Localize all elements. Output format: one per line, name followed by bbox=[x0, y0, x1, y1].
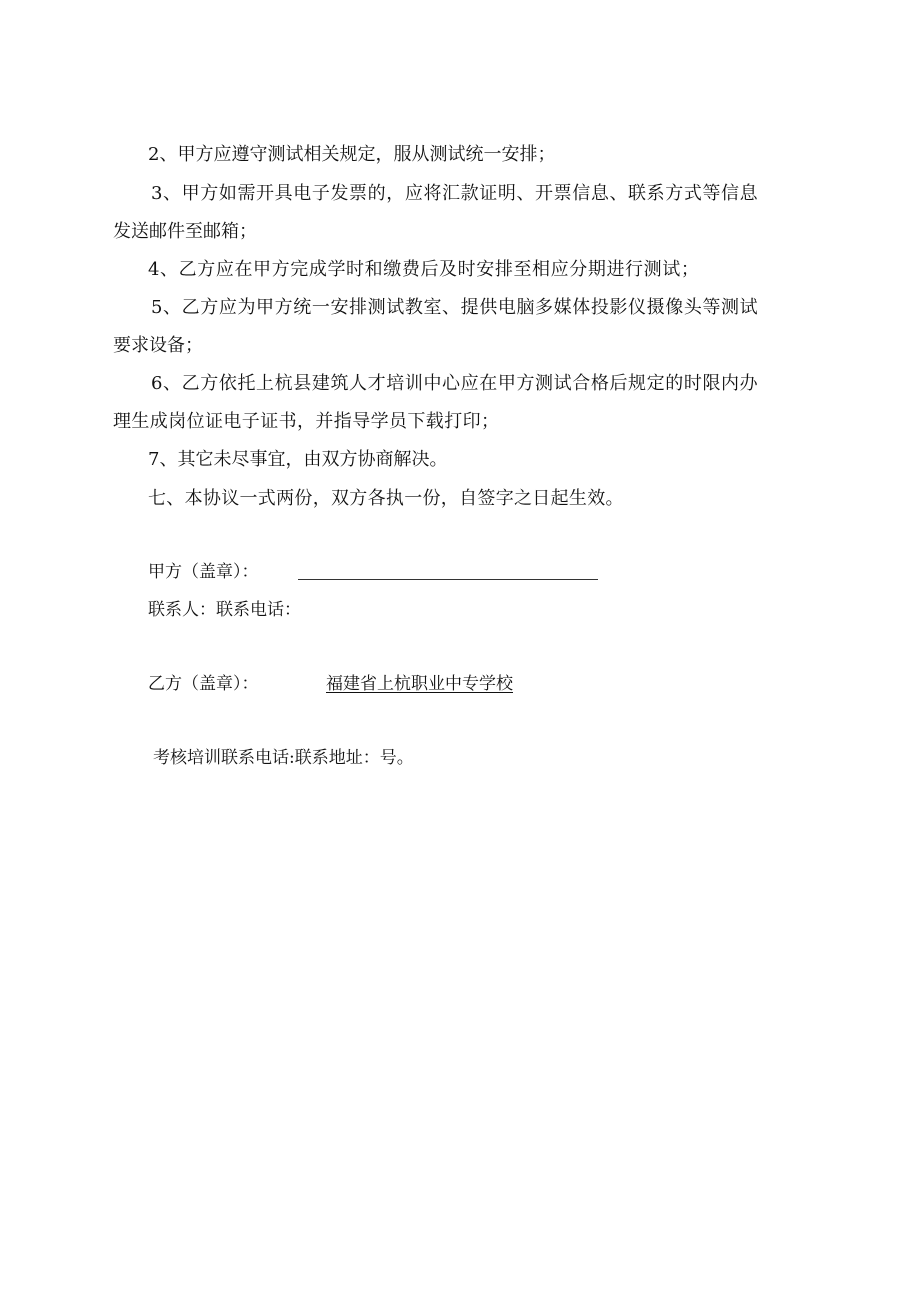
party-b-contact-label: 考核培训联系电话:联系地址：号。 bbox=[153, 748, 414, 768]
clause-3-line-2: 发送邮件至邮箱； bbox=[113, 221, 257, 242]
clause-2: 2、甲方应遵守测试相关规定，服从测试统一安排； bbox=[148, 144, 556, 165]
party-a-signature-line bbox=[298, 579, 598, 580]
section-7-effect: 七、本协议一式两份，双方各执一份，自签字之日起生效。 bbox=[148, 488, 624, 509]
clause-6-line-2: 理生成岗位证电子证书，并指导学员下载打印； bbox=[113, 411, 500, 432]
party-b-school-name: 福建省上杭职业中专学校 bbox=[326, 674, 513, 694]
clause-5-line-2: 要求设备； bbox=[113, 335, 203, 356]
clause-3-line-1: 3、甲方如需开具电子发票的，应将汇款证明、开票信息、联系方式等信息 bbox=[151, 183, 759, 204]
clause-4: 4、乙方应在甲方完成学时和缴费后及时安排至相应分期进行测试； bbox=[148, 259, 700, 280]
clause-6-line-1: 6、乙方依托上杭县建筑人才培训中心应在甲方测试合格后规定的时限内办 bbox=[151, 373, 759, 394]
clause-7: 7、其它未尽事宜，由双方协商解决。 bbox=[148, 449, 448, 470]
clause-5-line-1: 5、乙方应为甲方统一安排测试教室、提供电脑多媒体投影仪摄像头等测试 bbox=[151, 297, 759, 318]
party-a-seal-label: 甲方（盖章）： bbox=[148, 562, 259, 582]
party-a-contact-label: 联系人：联系电话： bbox=[148, 600, 301, 620]
party-b-seal-label: 乙方（盖章）： bbox=[148, 674, 259, 694]
